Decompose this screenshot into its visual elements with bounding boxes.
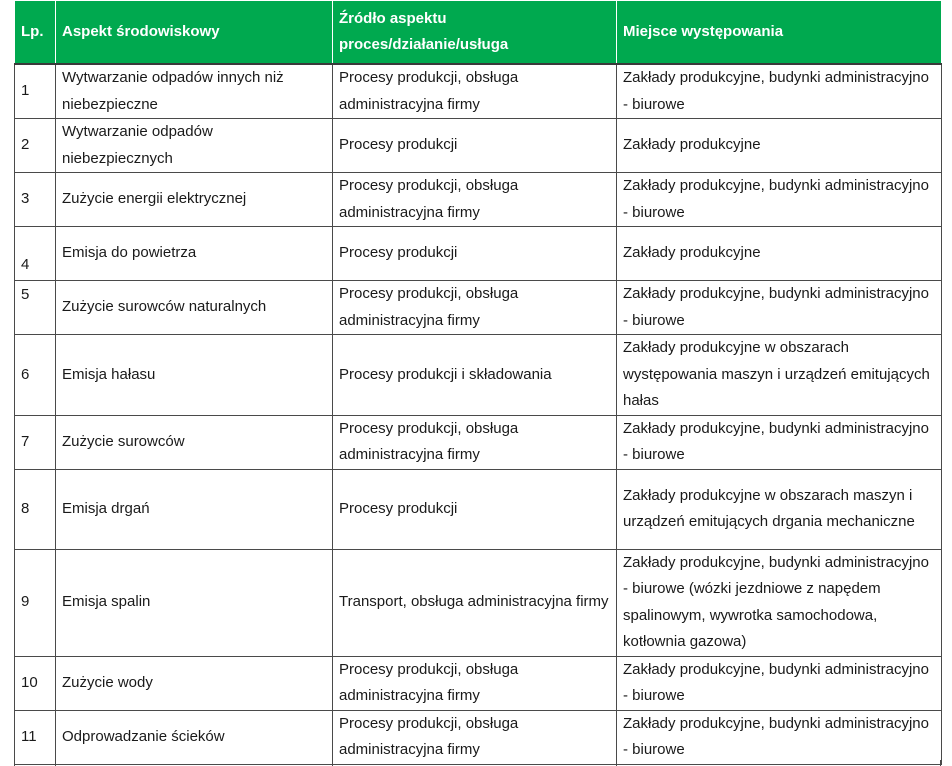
row-source: Procesy produkcji, obsługa administracyjna firmy	[333, 64, 617, 119]
row-source: Procesy produkcji, obsługa administracyjna firmy	[333, 710, 617, 764]
row-source: Procesy produkcji	[333, 227, 617, 281]
row-lp: 9	[15, 549, 56, 656]
row-aspect: Zużycie surowców	[56, 415, 333, 469]
next-row-cutoff	[14, 760, 941, 766]
row-place: Zakłady produkcyjne w obszarach maszyn i urządzeń emitujących drgania mechaniczne	[617, 469, 942, 549]
row-place: Zakłady produkcyjne, budynki administracyjno - biurowe	[617, 281, 942, 335]
row-aspect: Emisja do powietrza	[56, 227, 333, 281]
table-row	[15, 173, 942, 227]
row-lp: 3	[15, 173, 56, 227]
row-place: Zakłady produkcyjne, budynki administracyjno - biurowe	[617, 656, 942, 710]
table-row	[15, 656, 942, 710]
header-source: Źródło aspektu proces/działanie/usługa	[333, 1, 617, 65]
header-lp: Lp.	[15, 1, 56, 65]
row-source: Procesy produkcji i składowania	[333, 335, 617, 416]
row-lp: 5	[15, 281, 56, 335]
table-row	[15, 549, 942, 656]
row-source: Procesy produkcji	[333, 119, 617, 173]
environmental-aspects-table	[14, 0, 942, 765]
row-lp: 1	[15, 64, 56, 119]
row-place: Zakłady produkcyjne, budynki administracyjno - biurowe	[617, 415, 942, 469]
row-aspect: Zużycie energii elektrycznej	[56, 173, 333, 227]
row-place: Zakłady produkcyjne	[617, 227, 942, 281]
table-row	[15, 227, 942, 281]
row-source: Procesy produkcji, obsługa administracyjna firmy	[333, 415, 617, 469]
header-row	[15, 1, 942, 65]
table-row	[15, 415, 942, 469]
row-place: Zakłady produkcyjne, budynki administracyjno - biurowe	[617, 173, 942, 227]
header-aspect: Aspekt środowiskowy	[56, 1, 333, 65]
row-aspect: Emisja drgań	[56, 469, 333, 549]
table-row	[15, 119, 942, 173]
header-place: Miejsce występowania	[617, 1, 942, 65]
row-place: Zakłady produkcyjne, budynki administracyjno - biurowe (wózki jezdniowe z napędem spalinowym, wywrotka samochodowa, kotłownia gazowa)	[617, 549, 942, 656]
table-row	[15, 281, 942, 335]
row-source: Transport, obsługa administracyjna firmy	[333, 549, 617, 656]
row-lp: 2	[15, 119, 56, 173]
row-lp: 10	[15, 656, 56, 710]
row-source: Procesy produkcji, obsługa administracyjna firmy	[333, 173, 617, 227]
row-aspect: Emisja hałasu	[56, 335, 333, 416]
row-aspect: Emisja spalin	[56, 549, 333, 656]
row-aspect: Wytwarzanie odpadów niebezpiecznych	[56, 119, 333, 173]
row-place: Zakłady produkcyjne, budynki administracyjno - biurowe	[617, 64, 942, 119]
row-source: Procesy produkcji, obsługa administracyjna firmy	[333, 656, 617, 710]
table-row	[15, 469, 942, 549]
row-lp: 6	[15, 335, 56, 416]
row-aspect: Zużycie surowców naturalnych	[56, 281, 333, 335]
row-lp: 8	[15, 469, 56, 549]
row-aspect: Odprowadzanie ścieków	[56, 710, 333, 764]
row-lp: 11	[15, 710, 56, 764]
row-source: Procesy produkcji	[333, 469, 617, 549]
row-place: Zakłady produkcyjne	[617, 119, 942, 173]
row-lp: 7	[15, 415, 56, 469]
table-row	[15, 64, 942, 119]
row-place: Zakłady produkcyjne, budynki administracyjno - biurowe	[617, 710, 942, 764]
row-aspect: Zużycie wody	[56, 656, 333, 710]
row-source: Procesy produkcji, obsługa administracyjna firmy	[333, 281, 617, 335]
row-aspect: Wytwarzanie odpadów innych niż niebezpieczne	[56, 64, 333, 119]
row-lp: 4	[15, 227, 56, 281]
table-row	[15, 335, 942, 416]
row-place: Zakłady produkcyjne w obszarach występowania maszyn i urządzeń emitujących hałas	[617, 335, 942, 416]
table-row	[15, 710, 942, 764]
